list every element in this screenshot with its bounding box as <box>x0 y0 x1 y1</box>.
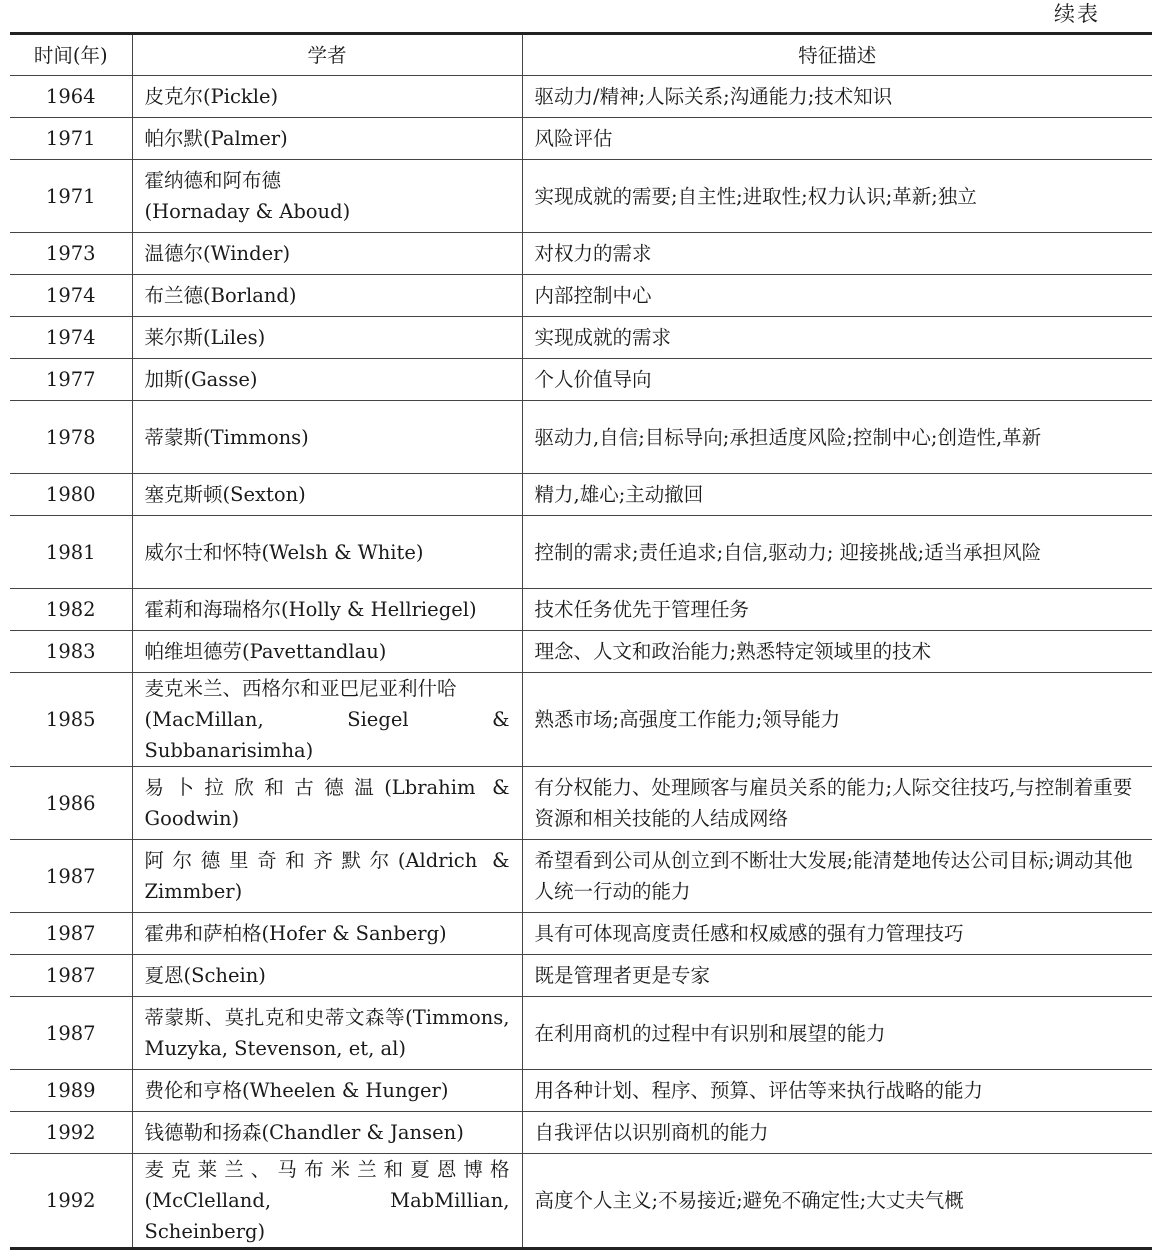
year-cell: 1974 <box>10 317 132 359</box>
description-column-header: 特征描述 <box>798 43 877 67</box>
year-cell: 1974 <box>10 275 132 317</box>
year-cell: 1980 <box>10 474 132 516</box>
description-cell: 实现成就的需要;自主性;进取性;权力认识;革新;独立 <box>522 160 1152 233</box>
table-row <box>10 631 1152 673</box>
description-cell: 技术任务优先于管理任务 <box>522 589 1152 631</box>
scholar-cell: 麦克米兰、西格尔和亚巴尼亚利什哈 (MacMillan, Siegel & Subbanarisimha) <box>132 673 522 767</box>
table-row <box>10 474 1152 516</box>
table-row <box>10 317 1152 359</box>
description-cell: 用各种计划、程序、预算、评估等来执行战略的能力 <box>522 1070 1152 1112</box>
description-cell: 有分权能力、处理顾客与雇员关系的能力;人际交往技巧,与控制着重要资源和相关技能的人结成网络 <box>522 767 1152 840</box>
table-row <box>10 1154 1152 1249</box>
scholar-cell: 费伦和亨格(Wheelen & Hunger) <box>132 1070 522 1112</box>
year-cell: 1992 <box>10 1154 132 1249</box>
scholar-cell: 霍莉和海瑞格尔(Holly & Hellriegel) <box>132 589 522 631</box>
scholar-cell: 帕尔默(Palmer) <box>132 118 522 160</box>
description-cell: 希望看到公司从创立到不断壮大发展;能清楚地传达公司目标;调动其他人统一行动的能力 <box>522 840 1152 913</box>
year-cell: 1983 <box>10 631 132 673</box>
year-cell: 1981 <box>10 516 132 589</box>
table-row <box>10 401 1152 474</box>
year-cell: 1971 <box>10 160 132 233</box>
scholar-cell: 加斯(Gasse) <box>132 359 522 401</box>
description-cell: 既是管理者更是专家 <box>522 955 1152 997</box>
description-cell: 驱动力,自信;目标导向;承担适度风险;控制中心;创造性,革新 <box>522 401 1152 474</box>
description-cell: 高度个人主义;不易接近;避免不确定性;大丈夫气概 <box>522 1154 1152 1249</box>
table-row <box>10 76 1152 118</box>
description-cell: 自我评估以识别商机的能力 <box>522 1112 1152 1154</box>
year-cell: 1971 <box>10 118 132 160</box>
description-cell: 理念、人文和政治能力;熟悉特定领域里的技术 <box>522 631 1152 673</box>
year-column-header: 时间(年) <box>10 34 132 76</box>
year-cell: 1964 <box>10 76 132 118</box>
scholar-cell: 易卜拉欣和古德温(Lbrahim & Goodwin) <box>132 767 522 840</box>
year-cell: 1977 <box>10 359 132 401</box>
description-cell: 驱动力/精神;人际关系;沟通能力;技术知识 <box>522 76 1152 118</box>
scholar-cell: 塞克斯顿(Sexton) <box>132 474 522 516</box>
table-row <box>10 673 1152 767</box>
scholar-cell: 钱德勒和扬森(Chandler & Jansen) <box>132 1112 522 1154</box>
scholar-cell: 莱尔斯(Liles) <box>132 317 522 359</box>
scholar-cell: 皮克尔(Pickle) <box>132 76 522 118</box>
year-cell: 1992 <box>10 1112 132 1154</box>
year-cell: 1989 <box>10 1070 132 1112</box>
table-row <box>10 955 1152 997</box>
table-row <box>10 233 1152 275</box>
scholar-cell: 夏恩(Schein) <box>132 955 522 997</box>
scholar-cell: 霍弗和萨柏格(Hofer & Sanberg) <box>132 913 522 955</box>
description-cell: 对权力的需求 <box>522 233 1152 275</box>
year-cell: 1973 <box>10 233 132 275</box>
scholar-cell: 霍纳德和阿布德 (Hornaday & Aboud) <box>132 160 522 233</box>
year-cell: 1982 <box>10 589 132 631</box>
table-row <box>10 516 1152 589</box>
scholar-cell: 威尔士和怀特(Welsh & White) <box>132 516 522 589</box>
table-row <box>10 118 1152 160</box>
description-cell: 风险评估 <box>522 118 1152 160</box>
year-cell: 1985 <box>10 673 132 767</box>
description-cell: 实现成就的需求 <box>522 317 1152 359</box>
year-cell: 1986 <box>10 767 132 840</box>
description-cell: 熟悉市场;高强度工作能力;领导能力 <box>522 673 1152 767</box>
table-row <box>10 840 1152 913</box>
scholar-column-header: 学者 <box>132 34 522 76</box>
scholar-cell: 蒂蒙斯(Timmons) <box>132 401 522 474</box>
scholar-cell: 阿尔德里奇和齐默尔(Aldrich & Zimmber) <box>132 840 522 913</box>
description-cell: 具有可体现高度责任感和权威感的强有力管理技巧 <box>522 913 1152 955</box>
scholar-cell: 麦克莱兰、马布米兰和夏恩博格(McClelland, MabMillian, Scheinberg) <box>132 1154 522 1249</box>
description-cell: 控制的需求;责任追求;自信,驱动力; 迎接挑战;适当承担风险 <box>522 516 1152 589</box>
table-row <box>10 913 1152 955</box>
table-row <box>10 589 1152 631</box>
scholar-cell: 布兰德(Borland) <box>132 275 522 317</box>
table-row <box>10 1070 1152 1112</box>
year-cell: 1987 <box>10 913 132 955</box>
year-cell: 1987 <box>10 997 132 1070</box>
table-row <box>10 767 1152 840</box>
table-header-row <box>10 34 1152 76</box>
table-row <box>10 997 1152 1070</box>
scholar-cell: 蒂蒙斯、莫扎克和史蒂文森等(Timmons, Muzyka, Stevenson, et, al) <box>132 997 522 1070</box>
description-cell: 个人价值导向 <box>522 359 1152 401</box>
year-cell: 1987 <box>10 955 132 997</box>
year-cell: 1987 <box>10 840 132 913</box>
scholar-cell: 温德尔(Winder) <box>132 233 522 275</box>
table-row <box>10 160 1152 233</box>
scholar-cell: 帕维坦德劳(Pavettandlau) <box>132 631 522 673</box>
continued-table-caption: 续表 <box>1054 2 1100 26</box>
table-row <box>10 1112 1152 1154</box>
table-row <box>10 275 1152 317</box>
description-cell: 在利用商机的过程中有识别和展望的能力 <box>522 997 1152 1070</box>
table-row <box>10 359 1152 401</box>
scholar-traits-table <box>10 32 1152 1250</box>
description-cell: 内部控制中心 <box>522 275 1152 317</box>
description-cell: 精力,雄心;主动撤回 <box>522 474 1152 516</box>
year-cell: 1978 <box>10 401 132 474</box>
